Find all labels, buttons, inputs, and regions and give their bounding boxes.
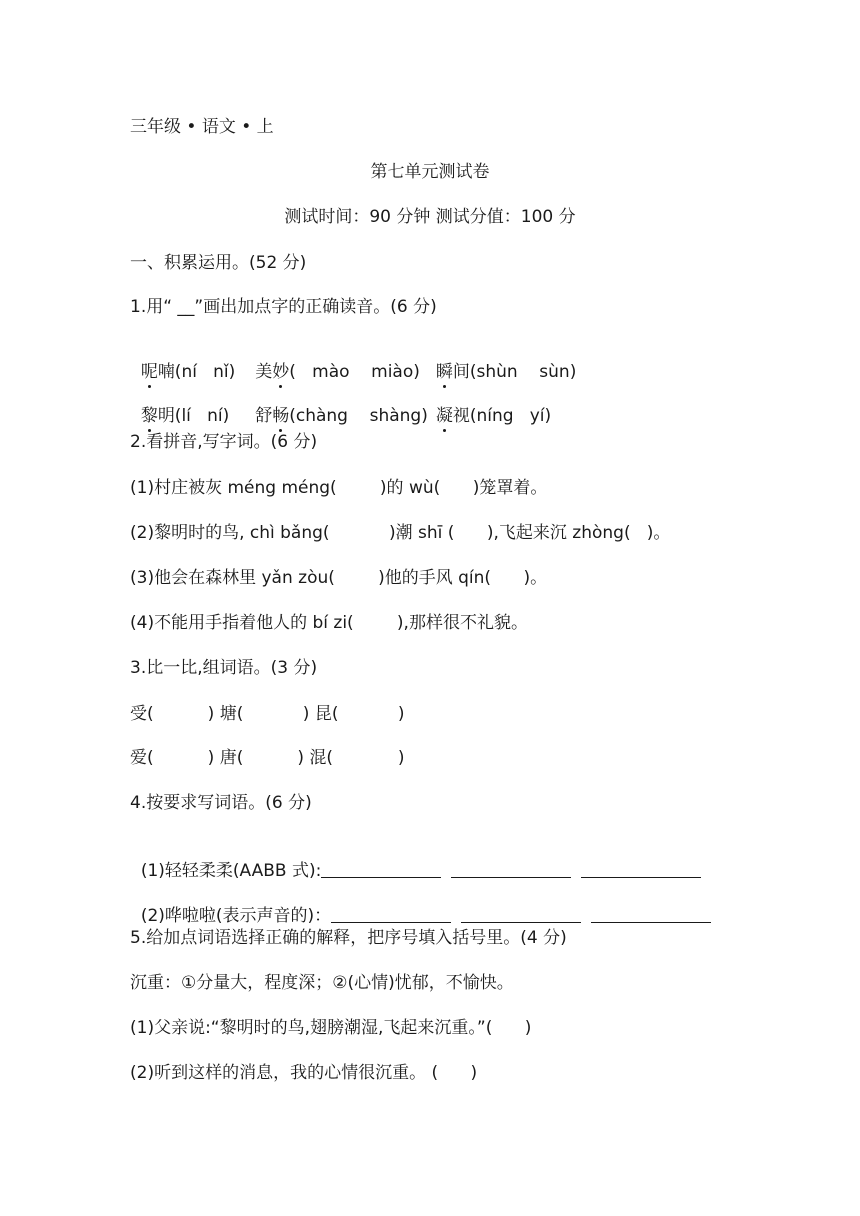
question-5-definition: 沉重：①分量大，程度深；②(心情)忧郁，不愉快。 <box>130 973 514 993</box>
dotted-character: 妙 <box>272 362 290 382</box>
pinyin-choice: 美妙( mào miào) <box>255 362 420 382</box>
test-info: 测试时间：90 分钟 测试分值：100 分 <box>284 207 576 227</box>
answer-blank[interactable] <box>581 859 701 878</box>
question-3-stem: 3.比一比,组词语。(3 分) <box>130 658 318 678</box>
question-5-stem: 5.给加点词语选择正确的解释，把序号填入括号里。(4 分) <box>130 928 567 948</box>
question-1-stem: 1.用“ __”画出加点字的正确读音。(6 分) <box>130 297 437 317</box>
question-2-item: (2)黎明时的鸟, chì bǎng( )潮 shī ( ),飞起来沉 zhòng( )。 <box>130 523 671 543</box>
dotted-character: 瞬 <box>435 362 453 382</box>
pinyin-choice: 瞬间(shùn sùn) <box>435 362 577 382</box>
question-5-item-1: (1)父亲说:“黎明时的鸟,翅膀潮湿,飞起来沉重。”( ) <box>130 1018 532 1038</box>
question-4-item-2 <box>130 882 711 927</box>
question-2-item: (1)村庄被灰 méng méng( )的 wù( )笼罩着。 <box>130 478 548 498</box>
answer-blank[interactable] <box>591 904 711 923</box>
pinyin-choice: 凝视(níng yí) <box>435 406 552 426</box>
question-2-item: (3)他会在森林里 yǎn zòu( )他的手风 qín( )。 <box>130 568 548 588</box>
question-3-row-1: 受( ) 塘( ) 昆( ) <box>130 704 405 724</box>
answer-blank[interactable] <box>451 859 571 878</box>
question-2-stem: 2.看拼音,写字词。(6 分) <box>130 432 318 452</box>
question-1-row-2 <box>130 383 551 427</box>
question-1-row-1 <box>130 339 576 383</box>
dotted-character: 凝 <box>435 406 453 426</box>
page-title: 第七单元测试卷 <box>370 162 490 182</box>
question-4-item-1 <box>130 837 701 882</box>
answer-blank[interactable] <box>331 904 451 923</box>
question-2-item: (4)不能用手指着他人的 bí zi( ),那样很不礼貌。 <box>130 613 528 633</box>
question-4-item-1-label: (1)轻轻柔柔(AABB 式): <box>140 861 322 881</box>
dotted-character: 呢 <box>140 362 158 382</box>
answer-blank[interactable] <box>321 859 441 878</box>
question-4-stem: 4.按要求写词语。(6 分) <box>130 793 312 813</box>
question-5-item-2: (2)听到这样的消息，我的心情很沉重。 ( ) <box>130 1063 478 1083</box>
question-4-item-2-label: (2)哗啦啦(表示声音的)： <box>140 906 332 926</box>
dotted-character: 黎 <box>140 406 158 426</box>
question-3-row-2: 爱( ) 唐( ) 混( ) <box>130 748 405 768</box>
pinyin-choice: 舒畅(chàng shàng) <box>255 406 428 426</box>
answer-blank[interactable] <box>461 904 581 923</box>
grade-header: 三年级 • 语文 • 上 <box>130 117 274 137</box>
pinyin-choice: 呢喃(ní nǐ) <box>140 362 236 382</box>
dotted-character: 畅 <box>272 406 290 426</box>
pinyin-choice: 黎明(lí ní) <box>140 406 230 426</box>
section-heading: 一、积累运用。(52 分) <box>130 253 307 273</box>
